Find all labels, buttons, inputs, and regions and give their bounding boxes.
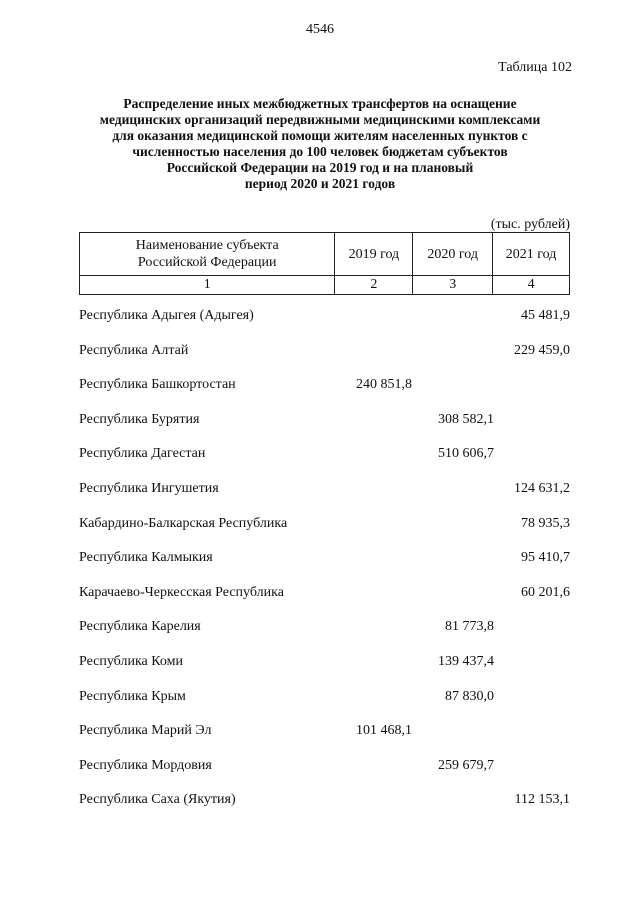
subject-name: Кабардино-Балкарская Республика [79, 515, 288, 531]
value-2020: 87 830,0 [445, 688, 494, 704]
subject-name: Республика Башкортостан [79, 377, 236, 393]
header-2020: 2020 год [413, 233, 493, 276]
table-row [0, 681, 640, 716]
value-2020: 308 582,1 [438, 411, 494, 427]
subject-name: Республика Калмыкия [79, 550, 213, 566]
subject-name: Республика Мордовия [79, 757, 212, 773]
header-subject-line2: Российской Федерации [137, 255, 277, 270]
table-header [79, 232, 570, 295]
value-2019: 101 468,1 [356, 723, 412, 739]
value-2021: 95 410,7 [521, 550, 570, 566]
title-line: для оказания медицинской помощи жителям населенных пунктов с [112, 128, 528, 143]
subject-name: Карачаево-Черкесская Республика [79, 584, 284, 600]
value-2021: 78 935,3 [521, 515, 570, 531]
column-number-2: 2 [335, 276, 413, 295]
table-row [0, 335, 640, 370]
table-row [0, 369, 640, 404]
table-label: Таблица 102 [498, 60, 572, 75]
subject-name: Республика Алтай [79, 342, 189, 358]
title-line: медицинских организаций передвижными медицинскими комплексами [99, 112, 541, 127]
subject-name: Республика Дагестан [79, 446, 206, 462]
subject-name: Республика Коми [79, 653, 183, 669]
title-line: период 2020 и 2021 годов [244, 176, 396, 191]
header-subject-line1: Наименование субъекта [135, 238, 279, 253]
value-2021: 229 459,0 [514, 342, 570, 358]
subject-name: Республика Марий Эл [79, 723, 212, 739]
table-title [60, 96, 580, 192]
table-row [0, 300, 640, 335]
table-row [0, 508, 640, 543]
table-body [0, 300, 640, 819]
value-2021: 45 481,9 [521, 308, 570, 323]
table-row [0, 438, 640, 473]
table-row [0, 646, 640, 681]
header-2019: 2019 год [335, 233, 413, 276]
value-2020: 510 606,7 [438, 446, 494, 462]
column-number-3: 3 [413, 276, 493, 295]
value-2021: 60 201,6 [521, 584, 570, 600]
subject-name: Республика Саха (Якутия) [79, 792, 236, 808]
page-number: 4546 [306, 22, 334, 37]
column-number-1: 1 [80, 276, 335, 295]
subject-name: Республика Ингушетия [79, 480, 219, 496]
table-row [0, 750, 640, 785]
table-row [0, 473, 640, 508]
table-row [0, 577, 640, 612]
table-row [0, 404, 640, 439]
title-line: Распределение иных межбюджетных трансфертов на оснащение [123, 96, 517, 111]
subject-name: Республика Карелия [79, 619, 201, 635]
value-2020: 81 773,8 [445, 619, 494, 635]
table-row [0, 784, 640, 819]
title-line: численностью населения до 100 человек бюджетам субъектов [132, 144, 508, 159]
value-2021: 124 631,2 [514, 480, 570, 496]
value-2021: 112 153,1 [514, 792, 570, 808]
table-row [0, 715, 640, 750]
table-row [0, 542, 640, 577]
subject-name: Республика Адыгея (Адыгея) [79, 308, 254, 323]
value-2020: 139 437,4 [438, 653, 494, 669]
subject-name: Республика Бурятия [79, 411, 200, 427]
value-2019: 240 851,8 [356, 377, 412, 393]
table-row [0, 611, 640, 646]
header-subject [80, 233, 335, 276]
title-line: Российской Федерации на 2019 год и на плановый [166, 160, 474, 175]
column-number-4: 4 [493, 276, 570, 295]
subject-name: Республика Крым [79, 688, 186, 704]
value-2020: 259 679,7 [438, 757, 494, 773]
units-note: (тыс. рублей) [490, 217, 570, 232]
header-2021: 2021 год [493, 233, 570, 276]
